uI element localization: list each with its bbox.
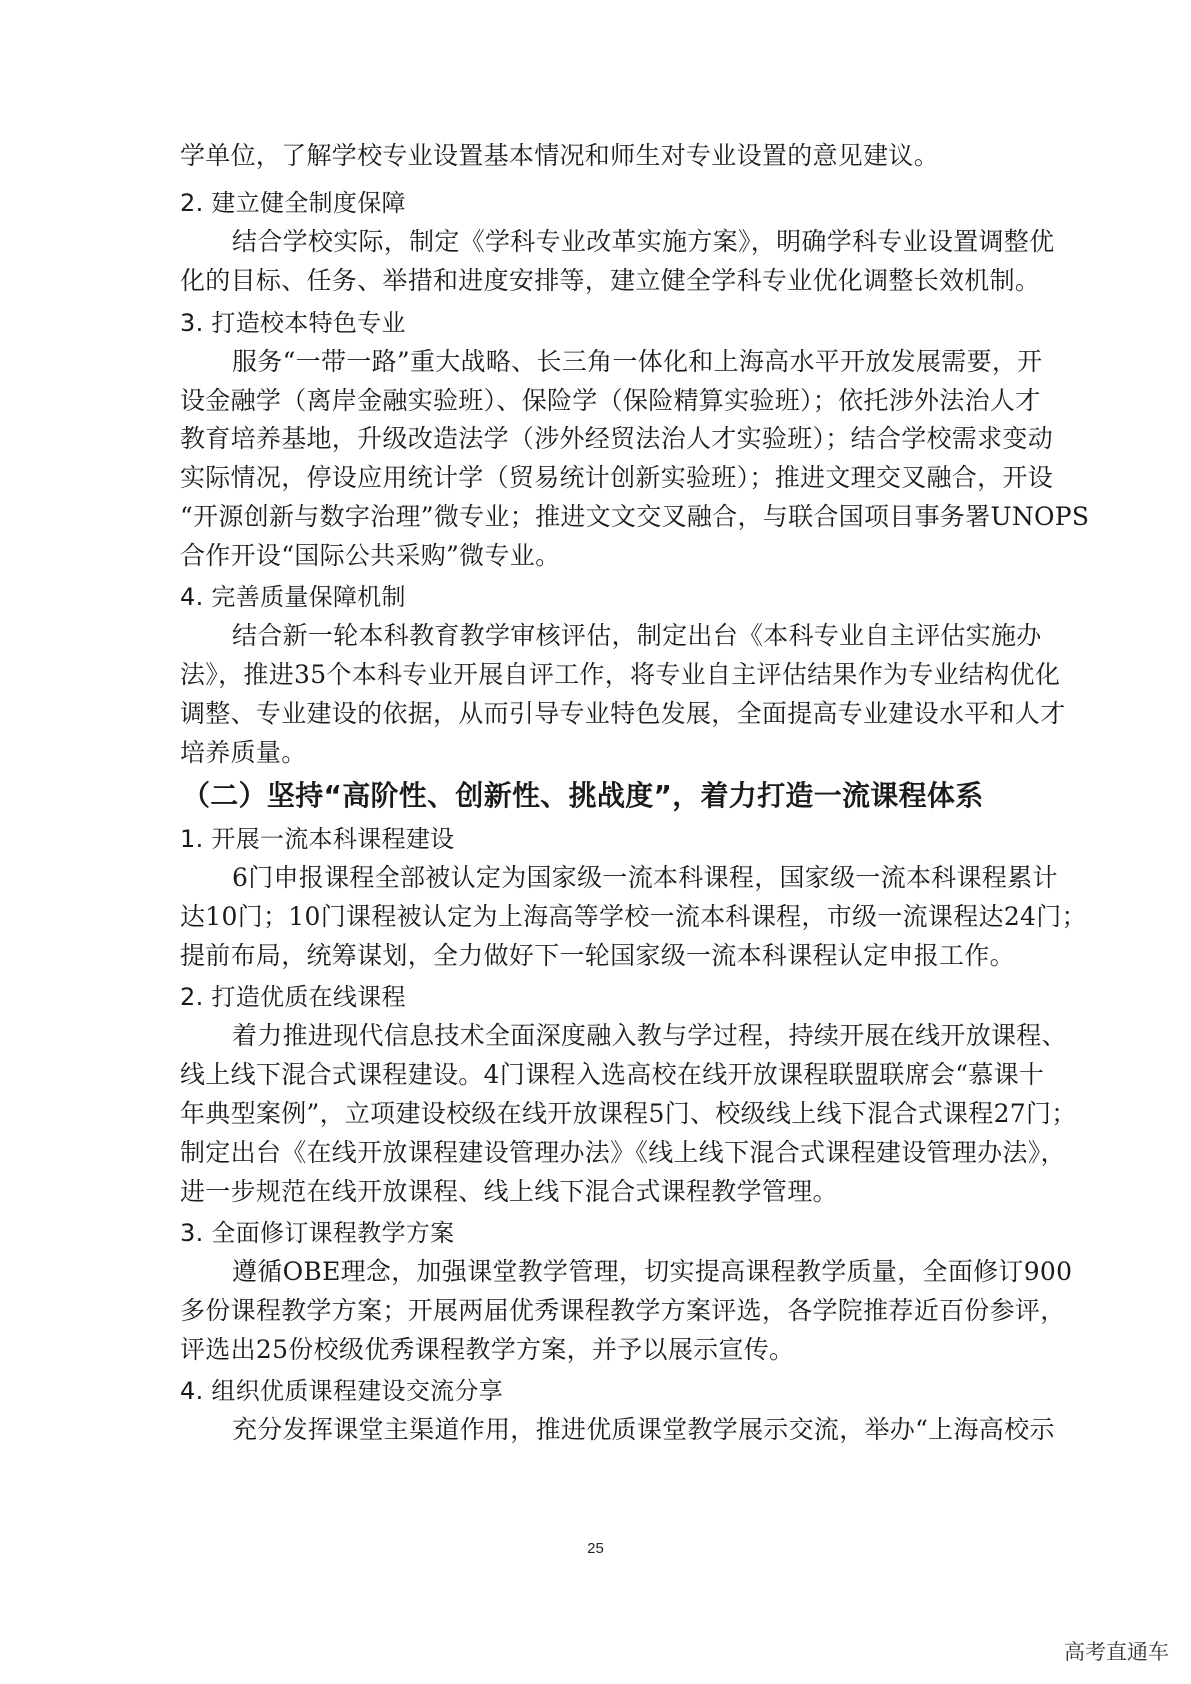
- paragraph-line: 教育培养基地，升级改造法学（涉外经贸法治人才实验班）；结合学校需求变动: [180, 424, 1054, 453]
- paragraph-line: 充分发挥课堂主渠道作用，推进优质课堂教学展示交流，举办“上海高校示: [232, 1415, 1055, 1444]
- subheading: 4. 组织优质课程建设交流分享: [180, 1377, 504, 1405]
- paragraph-line: “开源创新与数字治理”微专业；推进文文交叉融合，与联合国项目事务署UNOPS: [180, 502, 1090, 531]
- paragraph-line: 化的目标、任务、举措和进度安排等，建立健全学科专业优化调整长效机制。: [180, 266, 1041, 295]
- paragraph-line: 法》，推进35个本科专业开展自评工作，将专业自主评估结果作为专业结构优化: [180, 660, 1061, 689]
- subheading: 3. 打造校本特色专业: [180, 309, 406, 337]
- paragraph-line: 年典型案例”，立项建设校级在线开放课程5门、校级线上线下混合式课程27门；: [180, 1099, 1077, 1128]
- subheading: 4. 完善质量保障机制: [180, 583, 406, 611]
- paragraph-line: 进一步规范在线开放课程、线上线下混合式课程教学管理。: [180, 1177, 838, 1206]
- subheading: 1. 开展一流本科课程建设: [180, 825, 455, 853]
- paragraph-line: 遵循OBE理念，加强课堂教学管理，切实提高课程教学质量，全面修订900: [232, 1257, 1073, 1286]
- section-heading: （二）坚持“高阶性、创新性、挑战度”，着力打造一流课程体系: [182, 779, 984, 812]
- paragraph-line: 达10门；10门课程被认定为上海高等学校一流本科课程，市级一流课程达24门；: [180, 902, 1087, 931]
- paragraph-line: 结合新一轮本科教育教学审核评估，制定出台《本科专业自主评估实施办: [232, 621, 1042, 650]
- paragraph-line: 着力推进现代信息技术全面深度融入教与学过程，持续开展在线开放课程、: [232, 1021, 1067, 1050]
- page-number: 25: [587, 1540, 604, 1557]
- paragraph-line: 制定出台《在线开放课程建设管理办法》《线上线下混合式课程建设管理办法》，: [180, 1138, 1066, 1167]
- paragraph-line: 实际情况，停设应用统计学（贸易统计创新实验班）；推进文理交叉融合，开设: [180, 463, 1054, 492]
- paragraph-line: 评选出25份校级优秀课程教学方案，并予以展示宣传。: [180, 1335, 795, 1364]
- paragraph-line: 合作开设“国际公共采购”微专业。: [180, 541, 561, 570]
- subheading: 2. 建立健全制度保障: [180, 189, 406, 217]
- paragraph-line: 服务“一带一路”重大战略、长三角一体化和上海高水平开放发展需要，开: [232, 347, 1043, 376]
- subheading: 3. 全面修订课程教学方案: [180, 1219, 455, 1247]
- paragraph-line: 培养质量。: [180, 738, 307, 767]
- subheading: 2. 打造优质在线课程: [180, 983, 406, 1011]
- paragraph-line: 学单位，了解学校专业设置基本情况和师生对专业设置的意见建议。: [180, 141, 940, 170]
- paragraph-line: 6门申报课程全部被认定为国家级一流本科课程，国家级一流本科课程累计: [232, 863, 1058, 892]
- paragraph-line: 设金融学（离岸金融实验班）、保险学（保险精算实验班）；依托涉外法治人才: [180, 386, 1041, 415]
- paragraph-line: 线上线下混合式课程建设。4门课程入选高校在线开放课程联盟联席会“慕课十: [180, 1060, 1045, 1089]
- paragraph-line: 调整、专业建设的依据，从而引导专业特色发展，全面提高专业建设水平和人才: [180, 699, 1066, 728]
- paragraph-line: 提前布局，统筹谋划，全力做好下一轮国家级一流本科课程认定申报工作。: [180, 941, 1015, 970]
- watermark: 高考直通车: [1064, 1640, 1169, 1664]
- paragraph-line: 多份课程教学方案；开展两届优秀课程教学方案评选，各学院推荐近百份参评，: [180, 1296, 1066, 1325]
- paragraph-line: 结合学校实际，制定《学科专业改革实施方案》，明确学科专业设置调整优: [232, 227, 1055, 256]
